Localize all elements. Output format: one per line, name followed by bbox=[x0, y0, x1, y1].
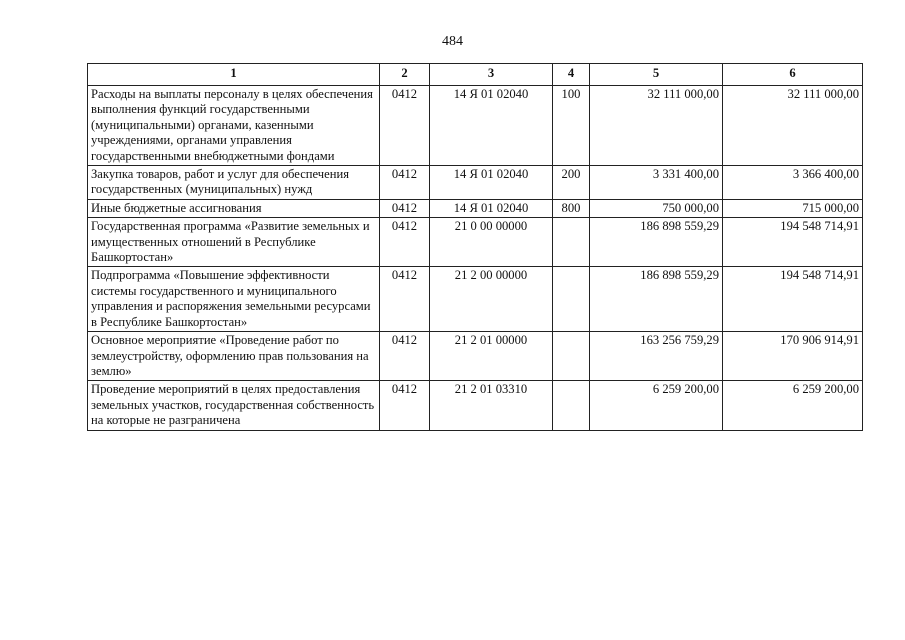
column-header: 2 bbox=[380, 64, 430, 86]
amount-column-6: 194 548 714,91 bbox=[723, 218, 863, 267]
expense-name: Подпрограмма «Повышение эффективности системы государственного и муниципального управления и распоряжения земельными ресурсами в Республике Башкортостан» bbox=[88, 267, 380, 332]
section-code: 0412 bbox=[380, 218, 430, 267]
section-code: 0412 bbox=[380, 332, 430, 381]
expense-name: Государственная программа «Развитие земельных и имущественных отношений в Республике Башкортостан» bbox=[88, 218, 380, 267]
target-article-code: 21 2 01 03310 bbox=[430, 381, 553, 430]
expense-name: Проведение мероприятий в целях предоставления земельных участков, государственная собственность на которые не разграничена bbox=[88, 381, 380, 430]
table-row bbox=[88, 332, 863, 381]
amount-column-6: 194 548 714,91 bbox=[723, 267, 863, 332]
section-code: 0412 bbox=[380, 199, 430, 217]
amount-column-6: 170 906 914,91 bbox=[723, 332, 863, 381]
amount-column-6: 6 259 200,00 bbox=[723, 381, 863, 430]
target-article-code: 14 Я 01 02040 bbox=[430, 199, 553, 217]
expense-type-code bbox=[553, 267, 590, 332]
table-row bbox=[88, 267, 863, 332]
amount-column-5: 186 898 559,29 bbox=[590, 267, 723, 332]
target-article-code: 21 2 00 00000 bbox=[430, 267, 553, 332]
amount-column-6: 3 366 400,00 bbox=[723, 166, 863, 200]
expense-type-code bbox=[553, 381, 590, 430]
amount-column-5: 186 898 559,29 bbox=[590, 218, 723, 267]
column-header: 5 bbox=[590, 64, 723, 86]
expense-type-code: 100 bbox=[553, 86, 590, 166]
expense-name: Иные бюджетные ассигнования bbox=[88, 199, 380, 217]
table-row bbox=[88, 218, 863, 267]
amount-column-6: 32 111 000,00 bbox=[723, 86, 863, 166]
expense-type-code bbox=[553, 332, 590, 381]
target-article-code: 21 2 01 00000 bbox=[430, 332, 553, 381]
table-row bbox=[88, 166, 863, 200]
amount-column-5: 163 256 759,29 bbox=[590, 332, 723, 381]
page-number: 484 bbox=[442, 34, 463, 49]
expense-name: Закупка товаров, работ и услуг для обеспечения государственных (муниципальных) нужд bbox=[88, 166, 380, 200]
expense-name: Основное мероприятие «Проведение работ по землеустройству, оформлению прав пользования на землю» bbox=[88, 332, 380, 381]
amount-column-5: 750 000,00 bbox=[590, 199, 723, 217]
target-article-code: 21 0 00 00000 bbox=[430, 218, 553, 267]
target-article-code: 14 Я 01 02040 bbox=[430, 86, 553, 166]
table-row bbox=[88, 199, 863, 217]
column-header: 1 bbox=[88, 64, 380, 86]
section-code: 0412 bbox=[380, 86, 430, 166]
section-code: 0412 bbox=[380, 267, 430, 332]
amount-column-5: 32 111 000,00 bbox=[590, 86, 723, 166]
amount-column-5: 6 259 200,00 bbox=[590, 381, 723, 430]
expense-name: Расходы на выплаты персоналу в целях обеспечения выполнения функций государственными (муниципальными) органами, казенными учреждениями, органами управления государственными внебюджетными фондами bbox=[88, 86, 380, 166]
expense-type-code: 800 bbox=[553, 199, 590, 217]
expense-type-code bbox=[553, 218, 590, 267]
section-code: 0412 bbox=[380, 166, 430, 200]
section-code: 0412 bbox=[380, 381, 430, 430]
target-article-code: 14 Я 01 02040 bbox=[430, 166, 553, 200]
amount-column-5: 3 331 400,00 bbox=[590, 166, 723, 200]
expense-type-code: 200 bbox=[553, 166, 590, 200]
table-row bbox=[88, 381, 863, 430]
column-header: 4 bbox=[553, 64, 590, 86]
column-header: 3 bbox=[430, 64, 553, 86]
table-row bbox=[88, 86, 863, 166]
column-header: 6 bbox=[723, 64, 863, 86]
budget-table bbox=[87, 63, 863, 431]
header-row bbox=[88, 64, 863, 86]
amount-column-6: 715 000,00 bbox=[723, 199, 863, 217]
